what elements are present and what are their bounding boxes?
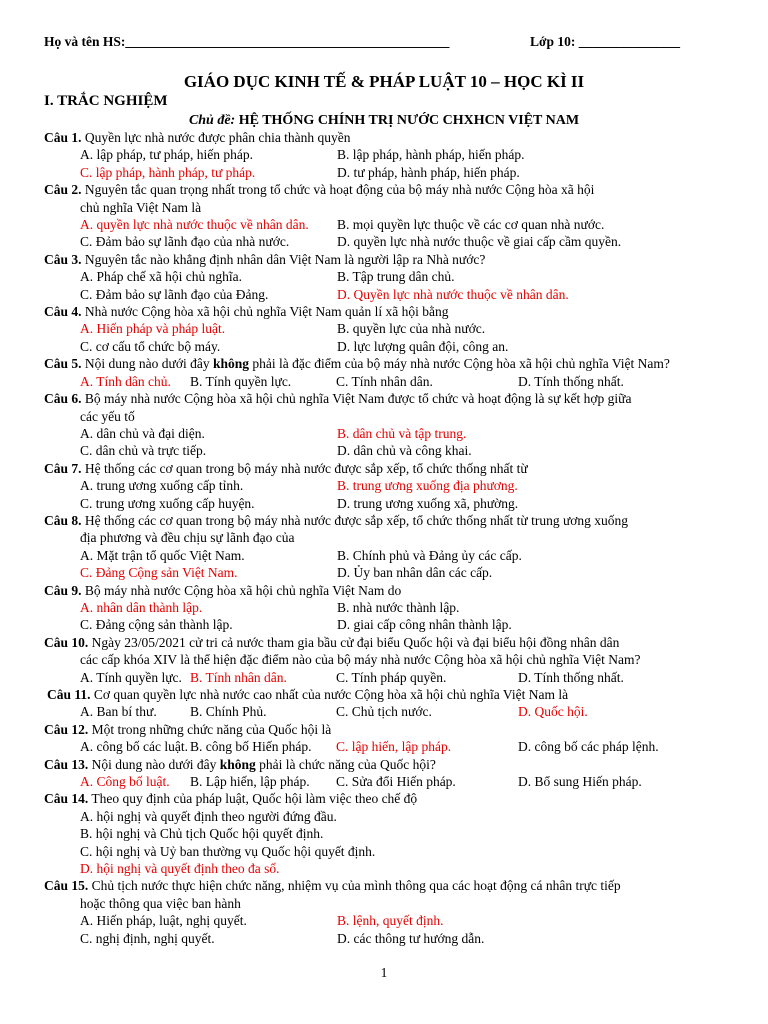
option-b: B. Tập trung dân chủ. [337, 269, 455, 285]
option-a: A. Tính quyền lực. [80, 669, 182, 685]
question-text: Nguyên tắc quan trọng nhất trong tổ chức và hoạt động của bộ máy nhà nước Cộng hòa xã hội [81, 182, 595, 198]
question-text: Một trong những chức năng của Quốc hội là [88, 721, 332, 737]
option-a: A. công bố các luật. [80, 739, 188, 755]
option-c: C. lập hiến, lập pháp. [336, 739, 452, 755]
question-7 [44, 460, 728, 512]
topic-heading [0, 113, 768, 129]
option-b: B. dân chủ và tập trung. [337, 425, 467, 441]
question-8 [44, 512, 728, 582]
question-text: Quyền lực nhà nước được phân chia thành quyền [81, 130, 351, 145]
option-c: C. nghị định, nghị quyết. [80, 930, 215, 946]
question-keyword: không [219, 756, 256, 772]
option-d: D. Quyền lực nhà nước thuộc về nhân dân. [337, 286, 569, 302]
option-b: B. Chính Phủ. [190, 704, 267, 720]
exam-title: GIÁO DỤC KINH TẾ & PHÁP LUẬT 10 – HỌC KÌ II [183, 72, 585, 91]
question-text-post: phải là chức năng của Quốc hội? [255, 756, 436, 772]
option-b: B. công bố Hiến pháp. [190, 739, 312, 755]
question-text-cont: hoặc thông qua việc ban hành [80, 895, 241, 911]
option-c: C. Đảng Cộng sản Việt Nam. [80, 565, 238, 581]
option-d: D. tư pháp, hành pháp, hiến pháp. [337, 164, 520, 180]
option-d: D. Tính thống nhất. [518, 669, 624, 685]
question-number: Câu 4. [44, 304, 82, 320]
question-13 [44, 756, 728, 791]
option-c: C. Đảm bảo sự lãnh đạo của nhà nước. [80, 234, 290, 250]
question-3 [44, 251, 728, 303]
option-c: C. lập pháp, hành pháp, tư pháp. [80, 164, 256, 180]
question-text: Bộ máy nhà nước Cộng hòa xã hội chủ nghĩa Việt Nam được tổ chức và hoạt động là sự kết hợp giữa [81, 391, 632, 407]
question-list [44, 129, 728, 947]
option-b: B. Tính quyền lực. [190, 373, 292, 389]
option-b: B. Lập hiến, lập pháp. [190, 774, 310, 790]
question-10 [44, 634, 728, 686]
option-d: D. công bố các pháp lệnh. [518, 739, 659, 755]
class-label: Lớp 10: [530, 34, 576, 49]
option-c: C. Tính pháp quyền. [336, 669, 447, 685]
option-c: C. Đảm bảo sự lãnh đạo của Đảng. [80, 286, 269, 302]
option-a: A. Mặt trận tổ quốc Việt Nam. [80, 547, 245, 563]
class-blank: _______________ [578, 34, 680, 49]
question-number: Câu 7. [44, 460, 82, 476]
name-label: Họ và tên HS: [44, 34, 126, 49]
option-b: B. trung ương xuống địa phương. [337, 478, 518, 494]
question-9 [44, 582, 728, 634]
question-15 [44, 877, 728, 947]
question-1 [44, 129, 728, 181]
option-c: C. cơ cấu tổ chức bộ máy. [80, 338, 221, 354]
question-text: Bộ máy nhà nước Cộng hòa xã hội chủ nghĩa Việt Nam do [81, 582, 402, 598]
question-text: Hệ thống các cơ quan trong bộ máy nhà nước được sắp xếp, tổ chức thống nhất từ [81, 460, 528, 476]
option-d: D. Quốc hội. [518, 704, 588, 720]
option-d: D. dân chủ và công khai. [337, 443, 472, 459]
question-text-cont: các cấp khóa XIV là thể hiện đặc điểm nào của bộ máy nhà nước Cộng hòa xã hội chủ nghĩa Việt Nam? [80, 652, 641, 668]
question-text: Nhà nước Cộng hòa xã hội chủ nghĩa Việt Nam quản lí xã hội bằng [81, 304, 449, 320]
question-text-pre: Nội dung nào dưới đây [88, 756, 220, 772]
option-a: A. Pháp chế xã hội chủ nghĩa. [80, 269, 242, 285]
question-text-cont: chủ nghĩa Việt Nam là [80, 199, 202, 215]
question-number: Câu 14. [44, 791, 89, 807]
question-6 [44, 390, 728, 460]
page-number: 1 [380, 965, 388, 980]
topic-label: Chủ đề: [188, 113, 236, 128]
option-b: B. quyền lực của nhà nước. [337, 321, 486, 337]
option-c: C. trung ương xuống cấp huyện. [80, 495, 255, 511]
option-c: C. Đảng cộng sản thành lập. [80, 617, 233, 633]
question-5 [44, 355, 728, 390]
option-a: A. Hiến pháp và pháp luật. [80, 321, 226, 337]
question-text: Theo quy định của pháp luật, Quốc hội làm việc theo chế độ [88, 791, 418, 807]
option-c: C. Sửa đổi Hiến pháp. [336, 774, 456, 790]
question-text-post: phải là đặc điểm của bộ máy nhà nước Cộng hòa xã hội chủ nghĩa Việt Nam? [249, 356, 670, 372]
option-b: B. lập pháp, hành pháp, hiến pháp. [337, 147, 525, 163]
option-d: D. giai cấp công nhân thành lập. [337, 617, 512, 633]
option-b: B. hội nghị và Chủ tịch Quốc hội quyết định. [80, 826, 324, 842]
option-b: B. Chính phủ và Đảng ủy các cấp. [337, 547, 522, 563]
question-4 [44, 303, 728, 355]
option-d: D. Ủy ban nhân dân các cấp. [337, 565, 493, 581]
question-text: Cơ quan quyền lực nhà nước cao nhất của nước Cộng hòa xã hội chủ nghĩa Việt Nam là [90, 687, 569, 702]
option-c: C. hội nghị và Uỷ ban thường vụ Quốc hội quyết định. [80, 843, 376, 859]
question-11 [44, 686, 728, 721]
option-a: A. Công bố luật. [80, 774, 170, 790]
option-b: B. mọi quyền lực thuộc về các cơ quan nhà nước. [337, 217, 605, 233]
question-text: Nguyên tắc nào khẳng định nhân dân Việt Nam là người lập ra Nhà nước? [81, 251, 486, 267]
question-number: Câu 1. [44, 130, 82, 145]
name-blank: ________________________________________________ [125, 34, 450, 49]
option-d: D. hội nghị và quyết định theo đa số. [80, 861, 280, 877]
question-number: Câu 3. [44, 251, 82, 267]
class-line [530, 34, 680, 50]
question-text: Hệ thống các cơ quan trong bộ máy nhà nước được sắp xếp, tổ chức thống nhất từ trung ương xuống [81, 512, 629, 528]
question-12 [44, 721, 728, 756]
section-heading: I. TRẮC NGHIỆM [44, 93, 168, 109]
option-c: C. Tính nhân dân. [336, 373, 433, 389]
question-number: Câu 8. [44, 512, 82, 528]
option-c: C. Chủ tịch nước. [336, 704, 432, 720]
question-text-cont: địa phương và đều chịu sự lãnh đạo của [80, 530, 295, 546]
question-text: Chủ tịch nước thực hiện chức năng, nhiệm vụ của mình thông qua các hoạt động cá nhân trực tiếp [88, 878, 621, 894]
option-a: A. hội nghị và quyết định theo người đứng đầu. [80, 808, 337, 824]
question-number: Câu 6. [44, 391, 82, 407]
topic-text: HỆ THỐNG CHÍNH TRỊ NƯỚC CHXHCN VIỆT NAM [235, 113, 580, 128]
student-header [0, 34, 768, 54]
option-d: D. trung ương xuống xã, phường. [337, 495, 519, 511]
question-14 [44, 790, 728, 877]
option-d: D. các thông tư hướng dẫn. [337, 930, 485, 946]
option-d: D. lực lượng quân đội, công an. [337, 338, 509, 354]
option-a: A. Hiến pháp, luật, nghị quyết. [80, 913, 247, 929]
question-2 [44, 181, 728, 251]
option-a: A. quyền lực nhà nước thuộc về nhân dân. [80, 217, 309, 233]
question-number: Câu 11. [47, 687, 91, 702]
question-number: Câu 10. [44, 634, 89, 650]
question-number: Câu 2. [44, 182, 82, 198]
question-text: Ngày 23/05/2021 cử tri cả nước tham gia bầu cử đại biểu Quốc hội và đại biểu hội đồng nhân dân [88, 634, 620, 650]
option-b: B. Tính nhân dân. [190, 669, 287, 685]
option-b: B. nhà nước thành lập. [337, 599, 460, 615]
question-number: Câu 9. [44, 582, 82, 598]
option-a: A. nhân dân thành lập. [80, 599, 203, 615]
option-d: D. Tính thống nhất. [518, 373, 624, 389]
question-text-cont: các yếu tố [80, 408, 135, 424]
question-number: Câu 13. [44, 756, 89, 772]
option-b: B. lệnh, quyết định. [337, 913, 444, 929]
name-line [44, 34, 449, 50]
option-a: A. trung ương xuống cấp tỉnh. [80, 478, 244, 494]
option-d: D. Bổ sung Hiến pháp. [518, 774, 642, 790]
question-number: Câu 12. [44, 721, 89, 737]
option-d: D. quyền lực nhà nước thuộc về giai cấp cầm quyền. [337, 234, 622, 250]
option-a: A. Ban bí thư. [80, 704, 157, 720]
question-text-pre: Nội dung nào dưới đây [81, 356, 213, 372]
option-a: A. Tính dân chủ. [80, 373, 171, 389]
option-a: A. lập pháp, tư pháp, hiến pháp. [80, 147, 254, 163]
question-keyword: không [212, 356, 249, 372]
question-number: Câu 15. [44, 878, 89, 894]
question-number: Câu 5. [44, 356, 82, 372]
option-c: C. dân chủ và trực tiếp. [80, 443, 207, 459]
option-a: A. dân chủ và đại diện. [80, 425, 205, 441]
